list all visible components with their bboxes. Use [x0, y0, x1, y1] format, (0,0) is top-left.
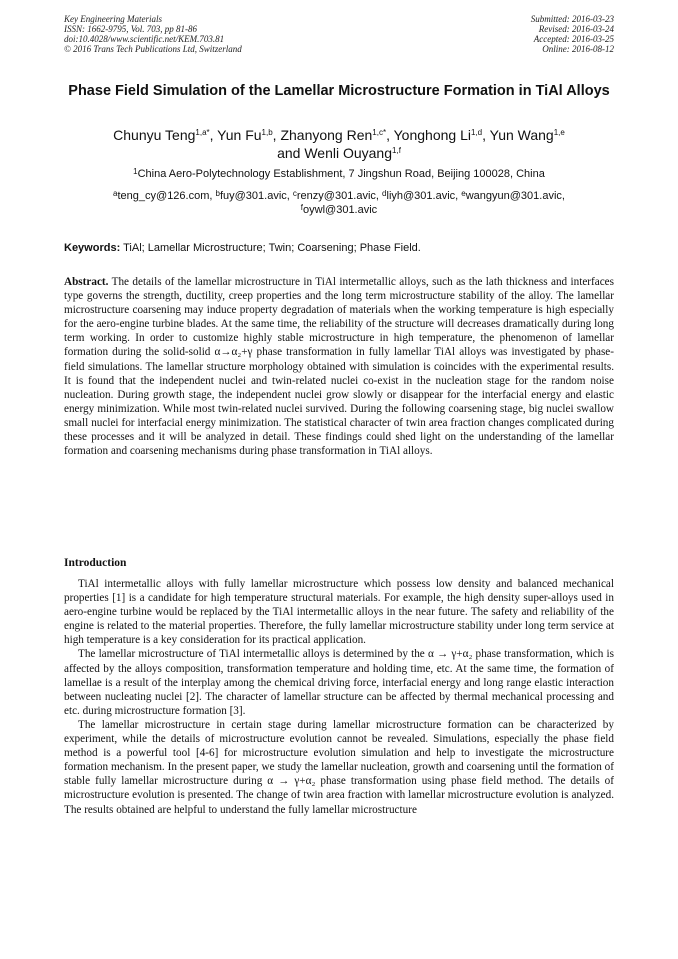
accepted-date: Accepted: 2016-03-25 [533, 34, 614, 44]
copyright-line: © 2016 Trans Tech Publications Ltd, Switzerland [64, 44, 242, 54]
paper-title: Phase Field Simulation of the Lamellar Microstructure Formation in TiAl Alloys [68, 83, 610, 99]
author-affiliation-mark: 1,f [392, 146, 401, 155]
abstract [64, 275, 614, 458]
email-address: liyh@301.avic, [386, 190, 462, 202]
author-list: Chunyu Teng$^{1,a*}$, Yun Fu$^{1,b}$, Zhanyong Ren$^{1,c*}$, Yonghong Li$^{1,d}$, Yun Wang$^{1,e}$ and Wenli Ouyang$^{1,f}$ [113, 127, 565, 161]
email-address: oywl@301.avic [303, 204, 378, 216]
email-address: wangyun@301.avic, [465, 190, 565, 202]
author-name: Zhanyong Ren [280, 127, 373, 143]
author-name: and Wenli Ouyang [277, 145, 393, 161]
keywords-label: Keywords: [64, 242, 121, 254]
affiliation [64, 167, 614, 181]
submitted-date: Submitted: 2016-03-23 [530, 14, 614, 24]
author-name: Yonghong Li [393, 127, 471, 143]
paragraph: The lamellar microstructure in certain stage during lamellar microstructure formation can be characterized by experiment, while the details of microstructure evolution cannot be revealed. Simulations, especially the phase field method is a powerful tool [4-6] for microstructure evolution simulation and help to investigate the microstructure formation mechanism. In the present paper, we study the lamellar nucleation, growth and coarsening until the formation of stable fully lamellar microstructure during α → γ+α₂ phase transformation using phase field method. The details of microstructure evolution is presented. The change of twin area fraction with lamellar microstructure evolution is analyzed. The results obtained are helpful to understand the fully lamellar microstructure [64, 718, 614, 816]
author-affiliation-mark: 1,b [261, 128, 273, 137]
author-emails: $^a$teng_cy@126.com, $^b$fuy@301.avic, $^c$renzy@301.avic, $^d$liyh@301.avic, $^e$wangyun@301.avic, $^f$oywl@301.avic [113, 189, 565, 216]
introduction-heading: Introduction [64, 557, 127, 569]
publication-dates [531, 14, 614, 54]
online-date: Online: 2016-08-12 [542, 44, 614, 54]
author-affiliation-mark: 1,d [470, 128, 483, 137]
author-name: Yun Fu [217, 127, 262, 143]
abstract-text: The details of the lamellar microstructure in TiAl intermetallic alloys, such as the lath thickness and interfaces type governs the strength, ductility, creep properties and the long term microstructure stability of the alloy. The lamellar microstructure coarsening may induce property degradation of materials when the working temperature is high especially for the aero-engine turbine blades. At the same time, the reliability of the structure will decreases dramatically during long term working. In order to customize highly stable microstructure in high temperature, the phenomenon of lamellar formation during the solid-solid α→α₂+γ phase transformation in fully lamellar TiAl alloys was investigated by phase-field simulations. The lamellar structure morphology obtained with simulation is coincides with the experimental results. It is found that the independent nuclei and twin-related nuclei co-exist in the nucleation stage for the random noise nucleation. During growth stage, the independent nuclei grow slowly or disappear for the interfacial energy and elastic energy minimization. While most twin-related nuclei survived. During the following coarsening stage, big nuclei swallow small nuclei for interfacial energy minimization. The statistical character of twin area fraction changes complicated during these processes and it will be analyzed in detail. These findings could shed light on the understanding of the lamellar formation and coarsening mechanisms during phase transformation in TiAl alloys. [64, 276, 614, 458]
author-name: Chunyu Teng [113, 127, 196, 143]
issn-line: ISSN: 1662-9795, Vol. 703, pp 81-86 [64, 24, 197, 34]
revised-date: Revised: 2016-03-24 [538, 24, 614, 34]
author-affiliation-mark: 1,e [553, 128, 565, 137]
abstract-label: Abstract. [64, 276, 109, 288]
introduction-body [64, 577, 614, 817]
journal-info [64, 14, 242, 54]
author-affiliation-mark: 1,c* [372, 128, 387, 137]
email-address: fuy@301.avic, [219, 190, 293, 202]
paragraph: The lamellar microstructure of TiAl intermetallic alloys is determined by the α → γ+α₂ phase transformation, which is affected by the alloys composition, transformation temperature and holding time, etc. At the same time, the formation of lamellae is a result of the interplay among the chemical driving force, interfacial energy and long range elastic interaction between nucleating nuclei [2]. The character of lamellar structure can be affected by thermal mechanical processing and etc. during microstructure formation [3]. [64, 648, 614, 717]
keywords [64, 241, 614, 255]
doi-line: doi:10.4028/www.scientific.net/KEM.703.81 [64, 34, 225, 44]
author-name: Yun Wang [489, 127, 554, 143]
affiliation-text: China Aero-Polytechnology Establishment, 7 Jingshun Road, Beijing 100028, China [137, 168, 545, 180]
keywords-text: TiAl; Lamellar Microstructure; Twin; Coarsening; Phase Field. [123, 242, 421, 254]
paragraph: TiAl intermetallic alloys with fully lamellar microstructure which possess low density and balanced mechanical properties [1] is a candidate for high temperature structural materials. For example, the high density super-alloys used in aero-engine turbine would be replaced by the TiAl intermetallic alloys in the near future. The safety and reliability of the engine is related to the material properties. Therefore, the fully lamellar microstructure stability under long term service at high temperature is a key consideration for its practical application. [64, 578, 614, 647]
journal-name: Key Engineering Materials [64, 14, 162, 24]
author-affiliation-mark: 1,a* [195, 128, 210, 137]
email-address: teng_cy@126.com, [117, 190, 216, 202]
affiliation-mark: 1 [133, 167, 138, 176]
email-address: renzy@301.avic, [296, 190, 383, 202]
